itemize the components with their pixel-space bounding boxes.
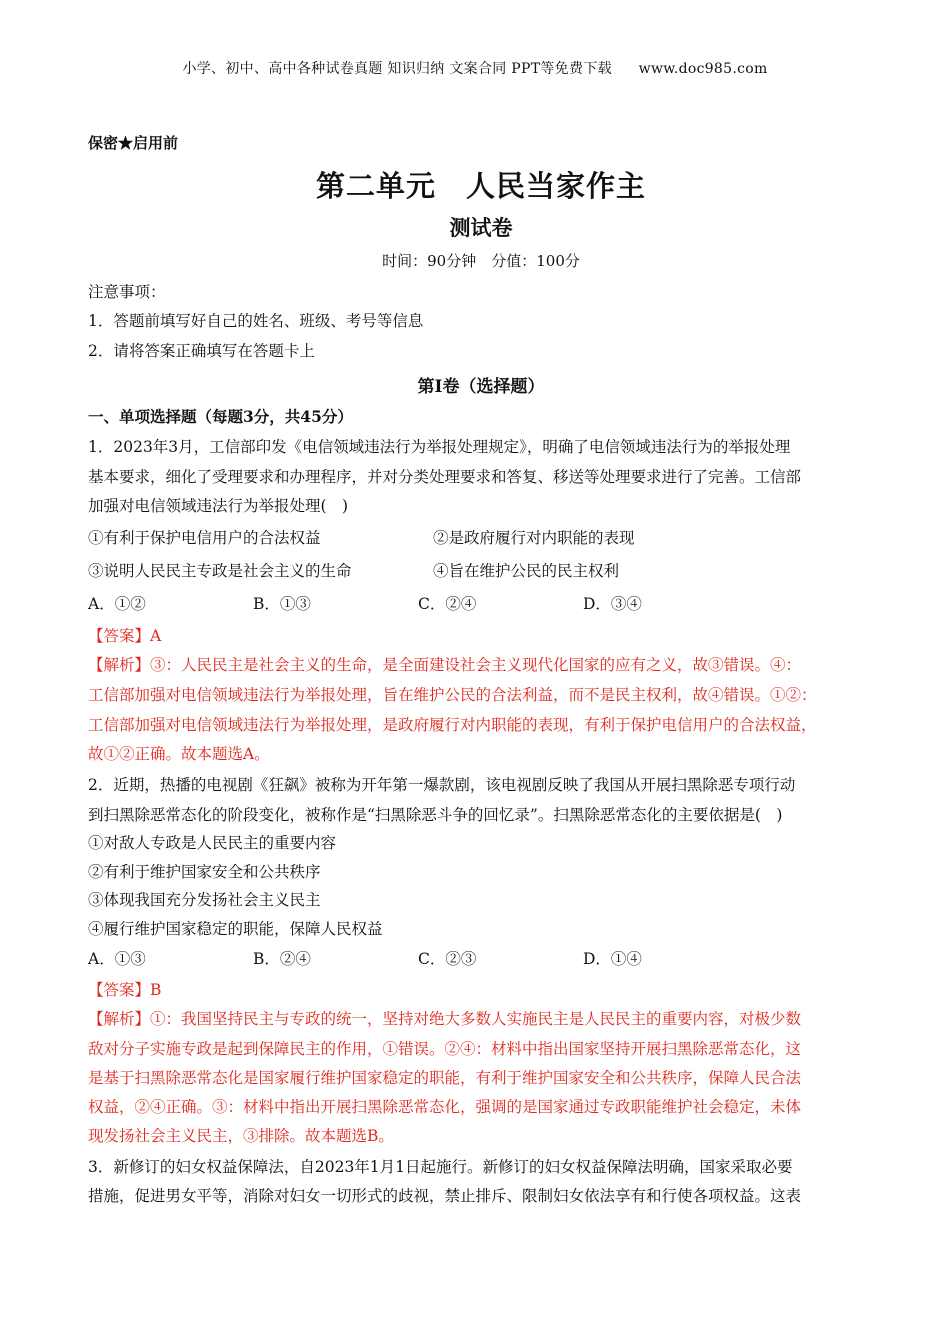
q1-statement-4: ④旨在维护公民的民主权利 (433, 562, 620, 580)
page-header (0, 58, 950, 78)
q2-answer: 【答案】B (88, 981, 162, 999)
q1-statement-1: ①有利于保护电信用户的合法权益 (88, 529, 321, 547)
q2-statement-2: ②有利于维护国家安全和公共秩序 (88, 863, 321, 881)
q2-stem-line: 到扫黑除恶常态化的阶段变化，被称作是“扫黑除恶斗争的回忆录”。扫黑除恶常态化的主要依据是( ) (88, 806, 783, 824)
q1-explanation-line: 工信部加强对电信领域违法行为举报处理，是政府履行对内职能的表现，有利于保护电信用户的合法权益， (88, 716, 817, 734)
note-2: 2．请将答案正确填写在答题卡上 (88, 342, 315, 360)
q2-option-c[interactable]: C．②③ (418, 950, 477, 968)
q1-explanation-line: 故①②正确。故本题选A。 (88, 745, 270, 763)
q1-stem-line: 加强对电信领域违法行为举报处理( ) (88, 497, 349, 515)
q2-option-a[interactable]: A．①③ (88, 950, 146, 968)
section-title: 第Ⅰ卷（选择题） (417, 377, 545, 397)
q3-stem-line: 措施，促进男女平等，消除对妇女一切形式的歧视，禁止排斥、限制妇女依法享有和行使各项权益。这表 (88, 1187, 802, 1205)
q1-statements-row (88, 527, 778, 549)
q2-statement-3: ③体现我国充分发扬社会主义民主 (88, 891, 321, 909)
q1-statement-3: ③说明人民民主专政是社会主义的生命 (88, 562, 352, 580)
q1-stem-line: 1．2023年3月，工信部印发《电信领域违法行为举报处理规定》，明确了电信领域违法行为的举报处理 (88, 438, 791, 456)
q1-option-b[interactable]: B．①③ (253, 595, 311, 613)
q2-explanation-line: 是基于扫黑除恶常态化是国家履行维护国家稳定的职能，有利于维护国家安全和公共秩序，保障人民合法 (88, 1069, 802, 1087)
q1-options (88, 593, 748, 615)
exam-title: 第二单元 人民当家作主 (315, 169, 646, 203)
q1-option-d[interactable]: D．③④ (583, 595, 642, 613)
q2-explanation-line: 敌对分子实施专政是起到保障民主的作用，①错误。②④：材料中指出国家坚持开展扫黑除恶常态化，这 (88, 1040, 802, 1058)
q2-option-d[interactable]: D．①④ (583, 950, 642, 968)
header-text: 小学、初中、高中各种试卷真题 知识归纳 文案合同 PPT等免费下载 (182, 61, 612, 77)
q1-answer: 【答案】A (88, 627, 162, 645)
q1-statement-2: ②是政府履行对内职能的表现 (433, 529, 635, 547)
q2-stem-line: 2．近期，热播的电视剧《狂飙》被称为开年第一爆款剧，该电视剧反映了我国从开展扫黑除恶专项行动 (88, 776, 796, 794)
q1-option-c[interactable]: C．②④ (418, 595, 477, 613)
note-1: 1．答题前填写好自己的姓名、班级、考号等信息 (88, 312, 424, 330)
q1-option-a[interactable]: A．①② (88, 595, 146, 613)
header-site-link[interactable]: www.doc985.com (638, 61, 768, 77)
q2-explanation-line: 【解析】①：我国坚持民主与专政的统一，坚持对绝大多数人实施民主是人民民主的重要内容，对极少数 (88, 1010, 802, 1028)
q2-explanation-line: 现发扬社会主义民主，③排除。故本题选B。 (88, 1127, 394, 1145)
q1-explanation-line: 【解析】③：人民民主是社会主义的生命，是全面建设社会主义现代化国家的应有之义，故③错误。④： (88, 656, 802, 674)
q1-statements-row (88, 560, 778, 582)
notes-title: 注意事项： (88, 283, 166, 301)
q2-statement-1: ①对敌人专政是人民民主的重要内容 (88, 834, 337, 852)
part-title: 一、单项选择题（每题3分，共45分） (88, 407, 353, 426)
exam-subtitle: 测试卷 (449, 215, 513, 240)
q2-option-b[interactable]: B．②④ (253, 950, 311, 968)
time-info: 时间：90分钟 分值：100分 (382, 252, 580, 270)
q2-options (88, 948, 748, 970)
q2-explanation-line: 权益，②④正确。③：材料中指出开展扫黑除恶常态化，强调的是国家通过专政职能维护社会稳定，未体 (88, 1098, 802, 1116)
q1-stem-line: 基本要求，细化了受理要求和办理程序，并对分类处理要求和答复、移送等处理要求进行了完善。工信部 (88, 468, 802, 486)
q2-statement-4: ④履行维护国家稳定的职能，保障人民权益 (88, 920, 383, 938)
confidential-mark: 保密★启用前 (88, 134, 179, 152)
q1-explanation-line: 工信部加强对电信领域违法行为举报处理，旨在维护公民的合法利益，而不是民主权利，故④错误。①②： (88, 686, 817, 704)
q3-stem-line: 3．新修订的妇女权益保障法，自2023年1月1日起施行。新修订的妇女权益保障法明确，国家采取必要 (88, 1158, 793, 1176)
